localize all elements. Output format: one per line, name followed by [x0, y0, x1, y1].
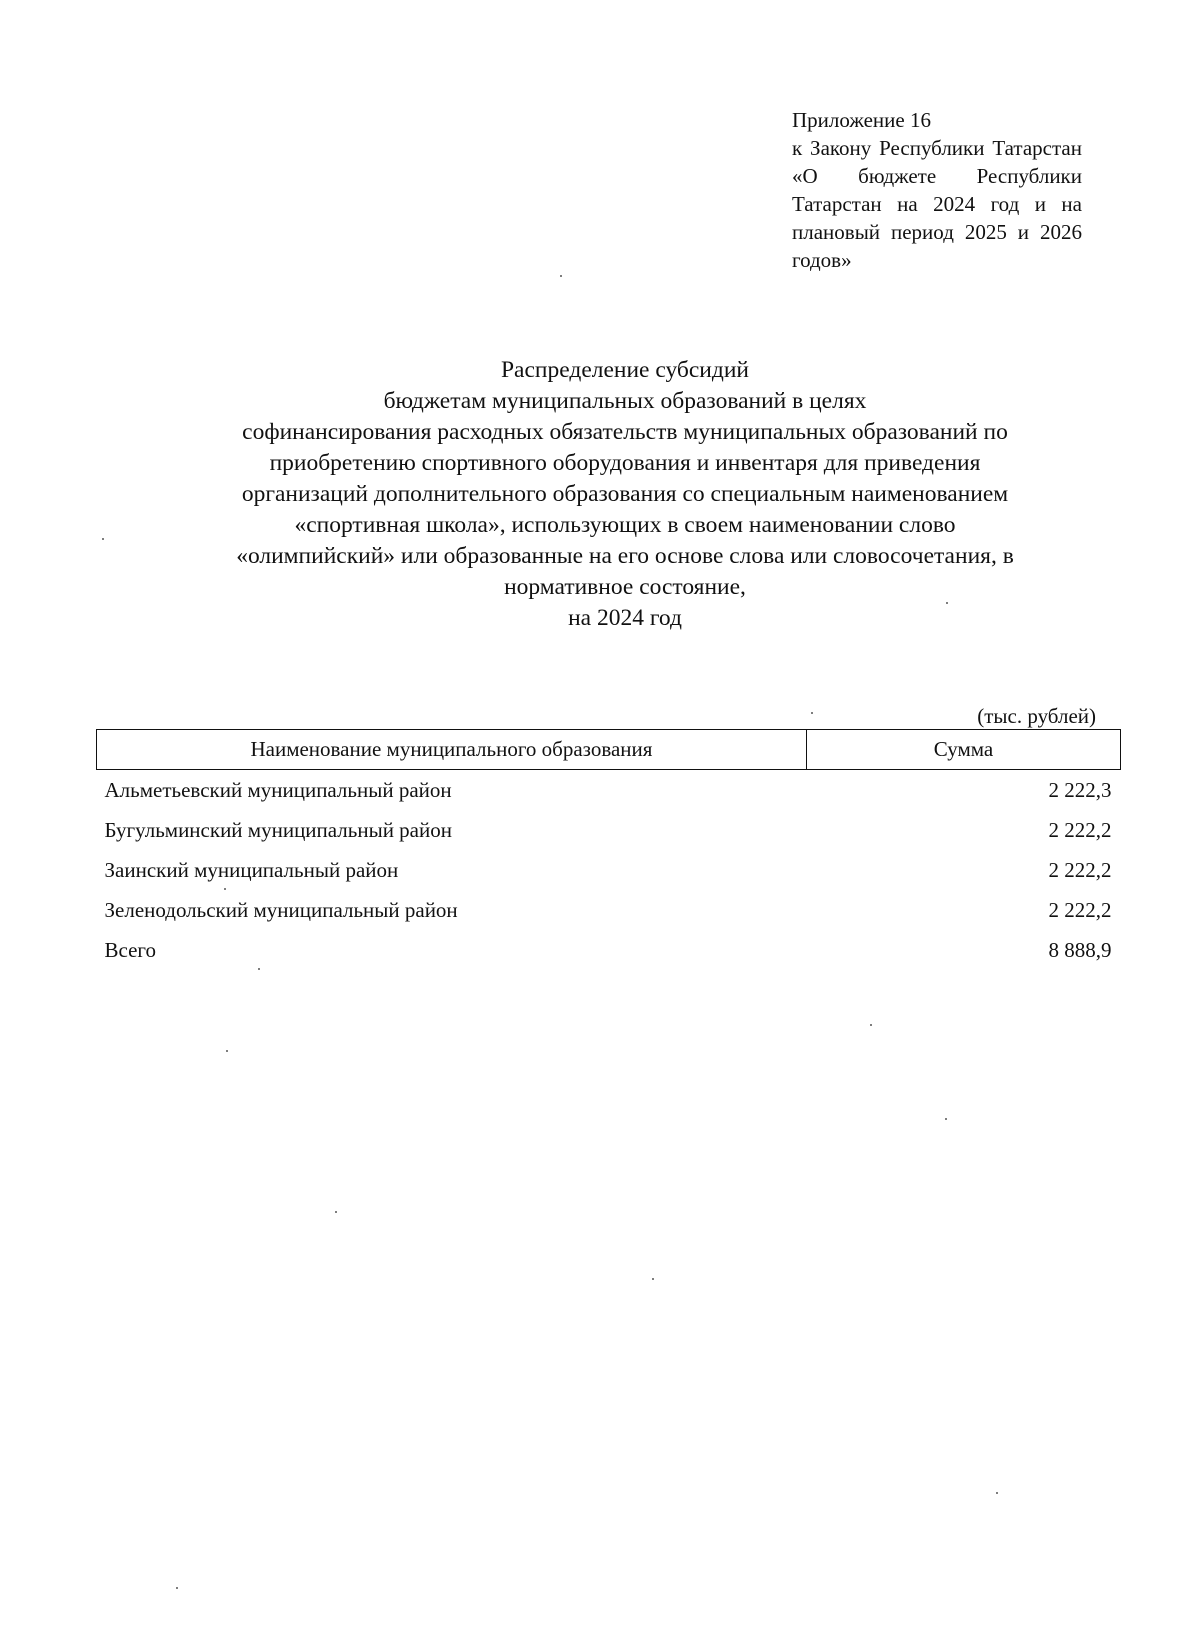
scan-speck [335, 1211, 337, 1213]
appendix-header [792, 106, 1082, 274]
subsidy-table [96, 729, 1121, 970]
scan-speck [652, 1278, 654, 1280]
scan-speck [224, 888, 226, 890]
scan-speck [258, 968, 260, 970]
title-line: софинансирования расходных обязательств муниципальных образований по [242, 419, 1008, 445]
title-line: «спортивная школа», использующих в своем наименовании слово [294, 512, 956, 538]
row-sum: 2 222,2 [1048, 897, 1112, 922]
title-line: приобретению спортивного оборудования и инвентаря для приведения [269, 450, 981, 476]
total-sum: 8 888,9 [1048, 937, 1112, 962]
header-name: Наименование муниципального образования [97, 730, 807, 770]
scan-speck [945, 1118, 947, 1120]
row-sum: 2 222,2 [1048, 817, 1112, 842]
scan-speck [226, 1050, 228, 1052]
title-line: «олимпийский» или образованные на его основе слова или словосочетания, в [236, 543, 1014, 569]
scan-speck [946, 602, 948, 604]
scan-speck [811, 712, 813, 714]
title-line: бюджетам муниципальных образований в целях [383, 388, 867, 414]
units-note: (тыс. рублей) [977, 704, 1096, 728]
document-title [130, 355, 1120, 634]
table-row [97, 810, 1121, 850]
table-row-total [97, 930, 1121, 970]
row-sum: 2 222,2 [1048, 857, 1112, 882]
row-name: Зеленодольский муниципальный район [104, 897, 458, 922]
scan-speck [560, 275, 562, 277]
row-name: Бугульминский муниципальный район [104, 817, 452, 842]
row-name: Заинский муниципальный район [104, 857, 399, 882]
table-row [97, 890, 1121, 930]
scan-speck [102, 538, 104, 540]
row-sum: 2 222,3 [1048, 777, 1112, 802]
scan-speck [176, 1587, 178, 1589]
header-sum: Сумма [806, 730, 1120, 770]
scan-speck [870, 1024, 872, 1026]
title-line: организаций дополнительного образования со специальным наименованием [241, 481, 1009, 507]
title-line: нормативное состояние, [504, 574, 746, 600]
table-header-row [97, 730, 1121, 770]
appendix-label: Приложение 16 [792, 108, 931, 132]
row-name: Альметьевский муниципальный район [104, 777, 452, 802]
appendix-text: к Закону Республики Татарстан «О бюджете Республики Татарстан на 2024 год и на плановый период 2025 и 2026 годов» [792, 136, 1082, 272]
total-label: Всего [104, 937, 156, 962]
title-line: Распределение субсидий [500, 357, 749, 383]
table-row [97, 850, 1121, 890]
table-row [97, 770, 1121, 811]
title-line: на 2024 год [568, 605, 682, 631]
scan-speck [996, 1492, 998, 1494]
